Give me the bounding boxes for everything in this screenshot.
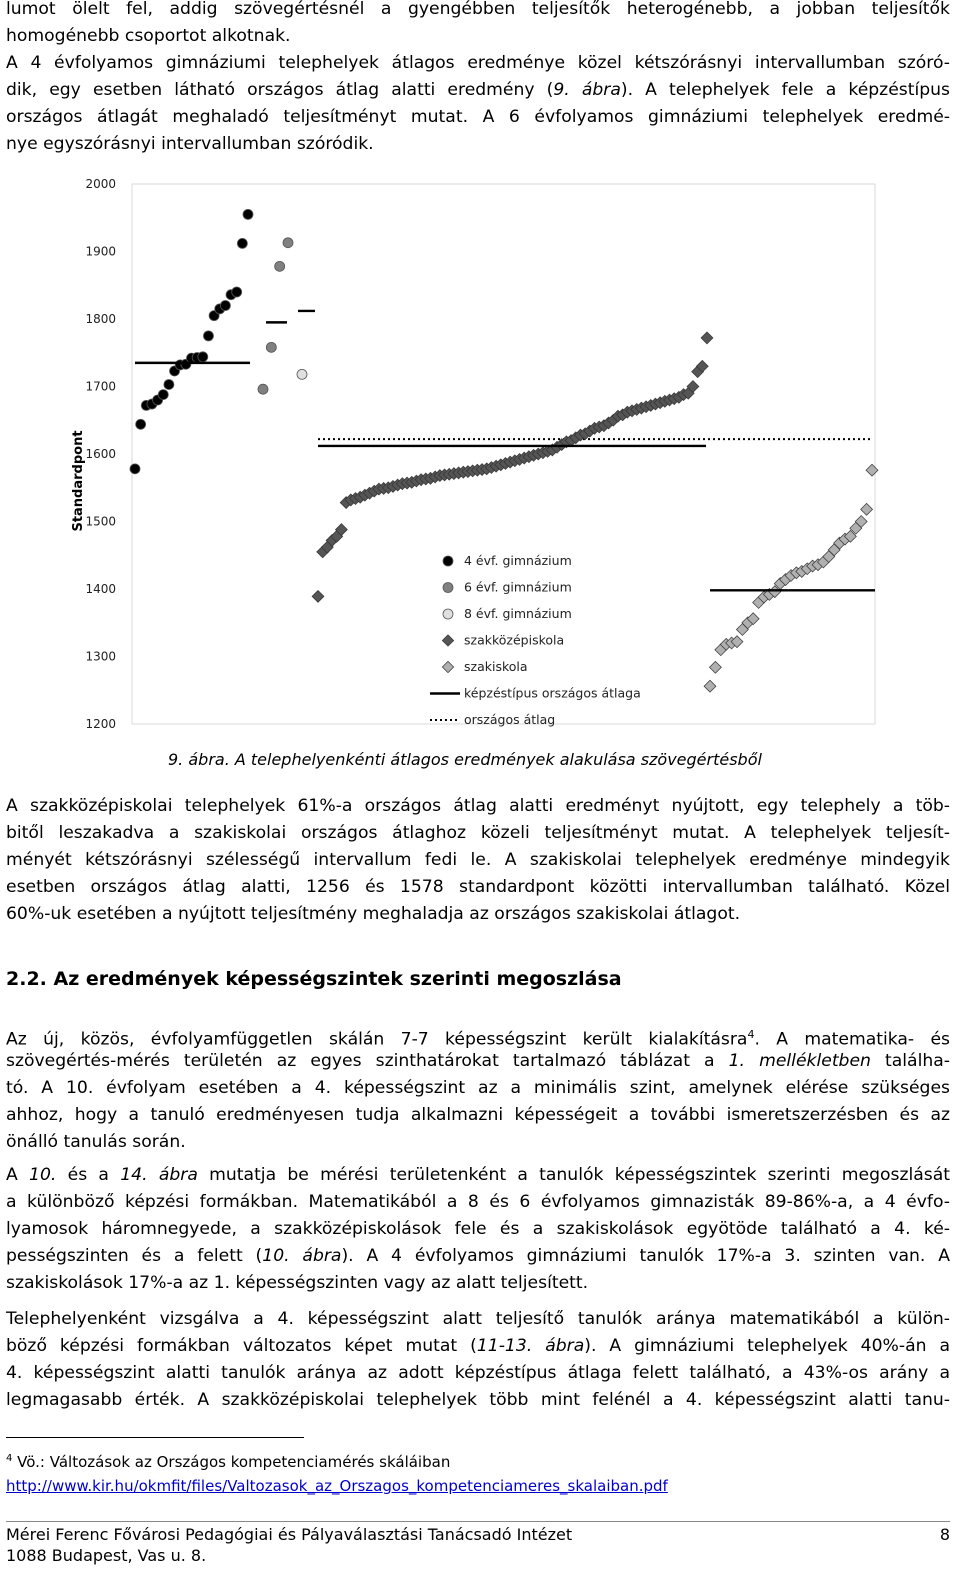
y-tick-label: 1400 xyxy=(85,582,116,596)
figure-reference[interactable]: 9. ábra xyxy=(553,80,621,100)
data-point xyxy=(136,419,146,429)
y-tick-label: 1300 xyxy=(85,649,116,664)
text-line: 4. képességszint alatti tanulók aránya az adott képzéstípus átlaga felett található, a 43%-os arány a xyxy=(6,1363,950,1383)
footnote-marker[interactable]: 4 xyxy=(747,1028,755,1041)
site-paragraph xyxy=(6,1306,950,1414)
legend-label: szakiskola xyxy=(464,659,528,674)
text-line: 60%-uk esetében a nyújtott teljesítmény meghaladja az országos szakiskolai átlagot. xyxy=(6,904,741,924)
data-point xyxy=(283,238,293,248)
y-tick-label: 1900 xyxy=(85,244,116,259)
text-line: legmagasabb érték. A szakközépiskolai telephelyek több mint felénél a 4. képességszint alatti tanu- xyxy=(6,1390,950,1410)
legend-marker xyxy=(442,661,453,672)
page-number: 8 xyxy=(939,1525,950,1544)
legend-label: képzéstípus országos átlaga xyxy=(464,685,641,701)
y-tick-label: 1200 xyxy=(85,717,116,731)
legend-label: országos átlag xyxy=(464,712,556,727)
data-point xyxy=(275,261,285,271)
text-line: A szakközépiskolai telephelyek 61%-a országos átlag alatti eredményt nyújtott, egy telephely a töb- xyxy=(6,796,950,816)
legend-marker xyxy=(443,556,453,566)
legend-label: 6 évf. gimnázium xyxy=(464,579,572,595)
data-point xyxy=(243,209,253,219)
data-point xyxy=(130,464,140,474)
distribution-paragraph xyxy=(6,1162,950,1297)
text-line: szövegértés-mérés területén az egyes szinthatárokat tartalmazó táblázat a 1. mellékletben találha- xyxy=(6,1051,950,1071)
text-line: a különböző képzési formákban. Matematikából a 8 és 6 évfolyamos gimnazisták 89-86%-a, a 4 évfo- xyxy=(6,1192,950,1212)
data-point xyxy=(861,503,873,515)
text-line: nye egyszórásnyi intervallumban szóródik. xyxy=(6,134,374,154)
legend-marker xyxy=(443,583,453,593)
y-tick-label: 1500 xyxy=(85,514,116,529)
legend-label: 8 évf. gimnázium xyxy=(464,606,572,621)
appendix-reference[interactable]: 1. mellékletben xyxy=(728,1051,871,1071)
data-point xyxy=(312,590,324,602)
data-point xyxy=(866,464,878,476)
y-tick-label: 1800 xyxy=(85,312,116,326)
data-point xyxy=(258,384,268,394)
text-line: esetben országos átlag alatti, 1256 és 1578 standardpont közötti intervallumban található. Közel xyxy=(6,877,950,897)
data-point xyxy=(704,680,716,692)
data-point xyxy=(203,331,213,341)
footnote-number: 4 xyxy=(6,1453,13,1464)
text-line: Telephelyenként vizsgálva a 4. képességszint alatt teljesítő tanulók aránya matematikából a külön- xyxy=(6,1309,950,1329)
text-line: lyamosok háromnegyede, a szakközépiskolások fele és a szakiskolások egyötöde található a 4. ké- xyxy=(6,1219,950,1239)
legend-label: 4 évf. gimnázium xyxy=(464,553,572,568)
text-line: ményét kétszórásnyi szélességű intervallum fedi le. A szakiskolai telephelyek eredménye mindegyik xyxy=(6,850,950,870)
footer-address: 1088 Budapest, Vas u. 8. xyxy=(6,1546,207,1565)
data-point xyxy=(266,342,276,352)
text-line: A 4 évfolyamos gimnáziumi telephelyek átlagos eredménye közel kétszórásnyi intervallumban szóró- xyxy=(6,53,950,73)
data-point xyxy=(297,369,307,379)
text-line: önálló tanulás során. xyxy=(6,1132,186,1152)
footnote-rule xyxy=(6,1437,304,1438)
footer-institution: Mérei Ferenc Fővárosi Pedagógiai és Pályaválasztási Tanácsadó Intézet xyxy=(6,1525,573,1544)
figure-reference[interactable]: 10. xyxy=(29,1165,57,1185)
text-line: ahhoz, hogy a tanuló eredményesen tudja alkalmazni képességeit a további ismeretszerzésben és az xyxy=(6,1105,950,1125)
figure-reference[interactable]: 10. ábra xyxy=(262,1246,342,1266)
legend-marker xyxy=(443,609,453,619)
text-line: Az új, közös, évfolyamfüggetlen skálán 7-7 képességszint került kialakításra$^4$. A matematika- és xyxy=(6,1028,951,1050)
data-point xyxy=(237,238,247,248)
y-tick-label: 2000 xyxy=(85,177,116,191)
section-heading: 2.2. Az eredmények képességszintek szerinti megoszlása xyxy=(6,968,622,990)
figure-reference[interactable]: 11-13. ábra xyxy=(476,1336,585,1356)
data-point xyxy=(701,332,713,344)
figure-reference[interactable]: 14. ábra xyxy=(120,1165,198,1185)
text-line: lumot ölelt fel, addig szövegértésnél a gyengébben teljesítők heterogénebb, a jobban teljesítők xyxy=(6,0,950,19)
intro-paragraph xyxy=(6,0,950,158)
text-line: böző képzési formákban változatos képet mutat (11-13. ábra). A gimnáziumi telephelyek 40%-án a xyxy=(6,1336,950,1356)
legend-label: szakközépiskola xyxy=(464,632,565,648)
text-line: országos átlagát meghaladó teljesítményt mutat. A 6 évfolyamos gimnáziumi telephelyek eredmé- xyxy=(6,107,950,127)
data-point xyxy=(198,352,208,362)
figure-caption: 9. ábra. A telephelyenkénti átlagos eredmények alakulása szövegértésből xyxy=(168,750,762,769)
data-point xyxy=(709,661,721,673)
levels-paragraph xyxy=(6,1021,950,1156)
y-tick-label: 1600 xyxy=(85,447,116,461)
page-footer xyxy=(6,1521,950,1566)
text-line: dik, egy esetben látható országos átlag alatti eredmény (9. ábra). A telephelyek fele a képzéstípus xyxy=(6,80,950,100)
data-point xyxy=(158,390,168,400)
data-point xyxy=(220,301,230,311)
text-line: tó. A 10. évfolyam esetében a 4. képességszint az a minimális szint, amelynek elérése szükséges xyxy=(6,1078,950,1098)
text-line: bitől leszakadva a szakiskolai országos átlaghoz közeli teljesítményt mutat. A telephelyek teljesít- xyxy=(6,823,950,843)
text-line: homogénebb csoportot alkotnak. xyxy=(6,26,291,46)
footnote xyxy=(6,1447,668,1498)
footnote-link[interactable]: http://www.kir.hu/okmfit/files/Valtozasok_az_Orszagos_kompetenciameres_skalaiban.pdf xyxy=(6,1477,668,1495)
data-point xyxy=(232,287,242,297)
y-tick-label: 1700 xyxy=(85,379,116,394)
results-paragraph xyxy=(6,793,950,928)
legend-marker xyxy=(442,635,453,646)
text-line: pességszinten és a felett (10. ábra). A 4 évfolyamos gimnáziumi tanulók 17%-a 3. szinten van. A xyxy=(6,1246,950,1266)
data-point xyxy=(164,379,174,389)
text-line: szakiskolások 17%-a az 1. képességszinten vagy az alatt teljesített. xyxy=(6,1273,589,1293)
scatter-chart xyxy=(60,172,890,747)
text-line: A 10. és a 14. ábra mutatja be mérési területenként a tanulók képességszintek szerinti megoszlását xyxy=(6,1165,950,1185)
footnote-text: Vö.: Változások az Országos kompetenciamérés skáláiban xyxy=(12,1453,451,1471)
y-axis-label: Standardpont xyxy=(71,430,86,532)
